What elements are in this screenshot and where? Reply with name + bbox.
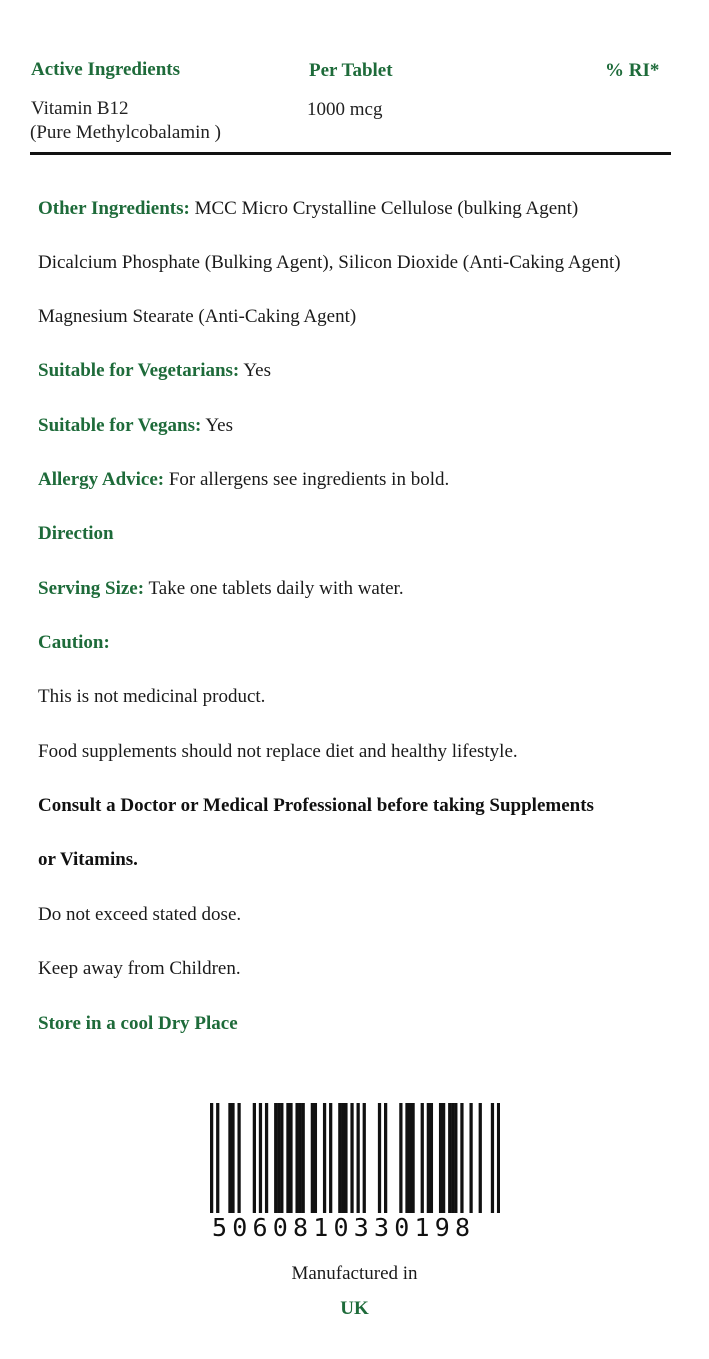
barcode-bar (448, 1103, 451, 1213)
other-ingredients-value-1: MCC Micro Crystalline Cellulose (bulking Agent) (194, 198, 579, 219)
caution-item-2: Food supplements should not replace diet and healthy lifestyle. (38, 741, 518, 762)
barcode-bar (228, 1103, 231, 1213)
allergy-label: Allergy Advice: (38, 469, 165, 490)
barcode-bar (405, 1103, 408, 1213)
barcode-bar (497, 1103, 500, 1213)
vegan-value: Yes (205, 415, 233, 436)
allergy-line (38, 468, 449, 492)
caution-heading: Caution: (38, 632, 110, 653)
barcode-bar (460, 1103, 463, 1213)
ingredient-form: (Pure Methylcobalamin ) (30, 122, 222, 143)
barcode-bar (469, 1103, 472, 1213)
barcode-bar (479, 1103, 482, 1213)
barcode-bar (350, 1103, 353, 1213)
other-ingredients-value-3: Magnesium Stearate (Anti-Caking Agent) (38, 306, 357, 327)
barcode-bar (451, 1103, 454, 1213)
country-of-origin: UK (340, 1298, 369, 1319)
other-ingredients-line (38, 197, 578, 221)
barcode-bar (286, 1103, 289, 1213)
barcode-bar (442, 1103, 445, 1213)
vegetarian-line (38, 359, 271, 383)
barcode-bar (302, 1103, 305, 1213)
barcode-bar (427, 1103, 430, 1213)
barcode-bar (311, 1103, 314, 1213)
header-ri: % RI* (605, 60, 660, 81)
barcode-bar (378, 1103, 381, 1213)
barcode-bar (277, 1103, 280, 1213)
manufactured-in-label: Manufactured in (291, 1263, 418, 1284)
barcode-bar (216, 1103, 219, 1213)
barcode-bar (357, 1103, 360, 1213)
serving-line (38, 577, 404, 601)
barcode-bar (384, 1103, 387, 1213)
table-divider (30, 152, 671, 155)
barcode-bar (341, 1103, 344, 1213)
ingredient-amount: 1000 mcg (307, 99, 383, 120)
barcode-bar (289, 1103, 292, 1213)
caution-item-3b: or Vitamins. (38, 849, 138, 870)
barcode-bar (491, 1103, 494, 1213)
ingredient-name: Vitamin B12 (31, 98, 129, 119)
barcode-bar (408, 1103, 411, 1213)
barcode-bar (338, 1103, 341, 1213)
barcode-bar (231, 1103, 234, 1213)
header-per-tablet: Per Tablet (309, 60, 393, 81)
other-ingredients-value-2: Dicalcium Phosphate (Bulking Agent), Silicon Dioxide (Anti-Caking Agent) (38, 252, 621, 273)
barcode-bar (411, 1103, 414, 1213)
caution-item-5: Keep away from Children. (38, 958, 241, 979)
barcode-bar (430, 1103, 433, 1213)
barcode-bar (421, 1103, 424, 1213)
serving-value: Take one tablets daily with water. (148, 578, 404, 599)
barcode-bar (295, 1103, 298, 1213)
barcode-bar (329, 1103, 332, 1213)
caution-item-4: Do not exceed stated dose. (38, 904, 242, 925)
vegetarian-value: Yes (243, 360, 271, 381)
barcode-bar (314, 1103, 317, 1213)
barcode-bar (274, 1103, 277, 1213)
barcode-bar (259, 1103, 262, 1213)
barcode-bar (399, 1103, 402, 1213)
other-ingredients-label: Other Ingredients: (38, 198, 190, 219)
barcode-bar (439, 1103, 442, 1213)
barcode-bar (299, 1103, 302, 1213)
direction-heading: Direction (38, 523, 114, 544)
caution-item-1: This is not medicinal product. (38, 686, 266, 707)
barcode-bar (253, 1103, 256, 1213)
serving-label: Serving Size: (38, 578, 145, 599)
barcode-bar (363, 1103, 366, 1213)
caution-item-3a: Consult a Doctor or Medical Professional before taking Supplements (38, 795, 594, 816)
barcode-image (210, 1103, 500, 1213)
barcode-bar (210, 1103, 213, 1213)
vegan-line (38, 414, 233, 438)
barcode-bar (265, 1103, 268, 1213)
storage-instruction: Store in a cool Dry Place (38, 1013, 238, 1034)
barcode-bar (344, 1103, 347, 1213)
allergy-value: For allergens see ingredients in bold. (168, 469, 450, 490)
barcode-digits: 5060810330198 (212, 1213, 476, 1242)
vegan-label: Suitable for Vegans: (38, 415, 202, 436)
header-active-ingredients: Active Ingredients (31, 59, 180, 80)
barcode-bar (323, 1103, 326, 1213)
barcode-bar (454, 1103, 457, 1213)
barcode-bar (237, 1103, 240, 1213)
vegetarian-label: Suitable for Vegetarians: (38, 360, 240, 381)
barcode-bar (280, 1103, 283, 1213)
